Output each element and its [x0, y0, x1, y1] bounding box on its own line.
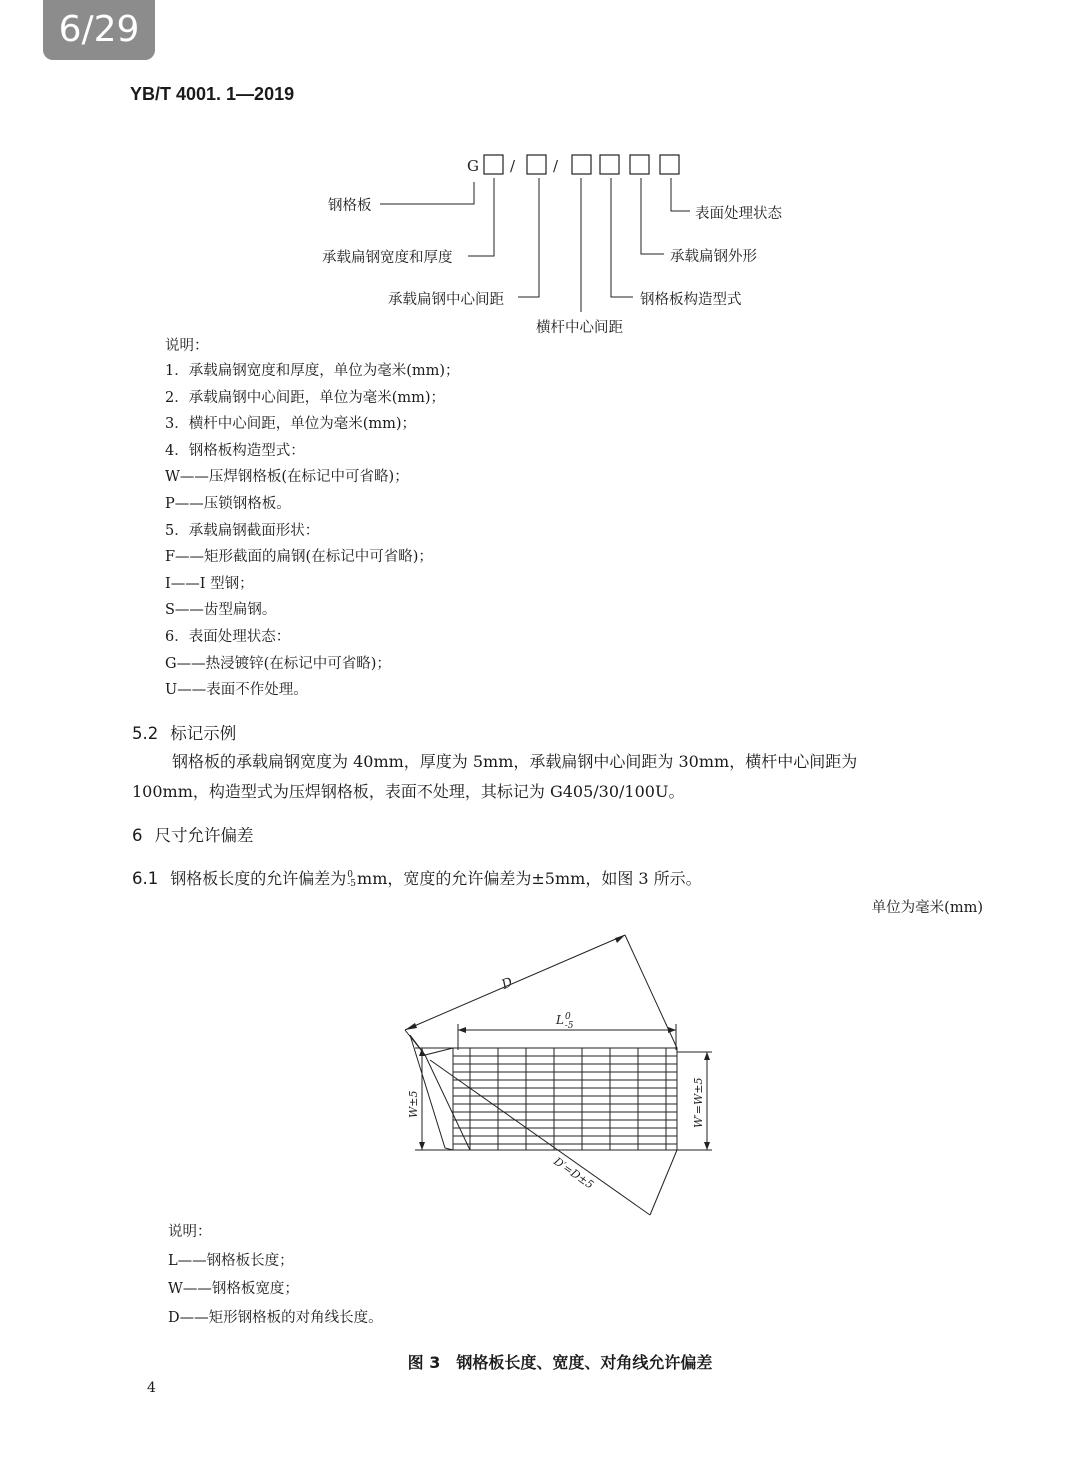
section-title: 尺寸允许偏差: [154, 826, 254, 845]
note-item: U——表面不作处理。: [165, 682, 308, 699]
grating-cross-bars: [470, 1048, 666, 1150]
figure-caption: [0, 1350, 1080, 1373]
figure-note-item: W——钢格板宽度；: [168, 1281, 299, 1297]
code-separator-2: /: [553, 157, 559, 175]
label-L: [555, 1012, 574, 1031]
example-line-2: 100mm，构造型式为压焊钢格板，表面不处理，其标记为 G405/30/100U。: [132, 782, 685, 801]
note-item: 3．横杆中心间距，单位为毫米(mm)；: [165, 416, 417, 433]
note-item: P——压锁钢格板。: [165, 495, 291, 512]
label-grating: 钢格板: [328, 198, 372, 214]
page-number: 4: [147, 1380, 156, 1396]
unit-note: 单位为毫米(mm): [871, 900, 983, 916]
label-Dp: D′=D±5: [551, 1154, 597, 1192]
note-item: 2．承载扁钢中心间距，单位为毫米(mm)；: [165, 389, 446, 406]
label-Wp: W′=W±5: [692, 1077, 705, 1128]
grating-outline: [453, 1048, 677, 1150]
tolerance-upper: 0: [347, 869, 353, 880]
figure-note-item: L——钢格板长度；: [168, 1252, 294, 1269]
note-item: 6．表面处理状态：: [165, 628, 291, 645]
ext-line-Dp: [650, 1150, 677, 1215]
code-prefix: G: [467, 157, 479, 175]
note-item: 5．承载扁钢截面形状：: [165, 522, 320, 539]
tolerance-text-after: mm，宽度的允许偏差为±5mm，如图 3 所示。: [357, 869, 702, 888]
section-title: 标记示例: [170, 724, 237, 743]
label-bar-pitch: 承载扁钢中心间距: [388, 292, 504, 308]
diagonal-short: [425, 1055, 470, 1150]
dimension-arrows: [405, 935, 710, 1150]
label-L-main: L: [556, 1013, 564, 1027]
section-number: 6.1: [132, 869, 159, 888]
document-code: YB/T 4001. 1—2019: [130, 84, 295, 104]
figure-notes-title: 说明：: [168, 1224, 212, 1240]
note-item: I——I 型钢；: [165, 575, 254, 592]
dim-line-D: [405, 935, 625, 1030]
label-bar-width-thickness: 承载扁钢宽度和厚度: [322, 250, 453, 266]
figure-notes: [168, 1218, 383, 1332]
figure-number: 图 3: [407, 1353, 441, 1372]
section-number: 5.2: [132, 724, 159, 743]
figure-note-item: D——矩形钢格板的对角线长度。: [168, 1309, 383, 1326]
section-number: 6: [132, 826, 143, 845]
label-D: D: [499, 975, 516, 993]
tolerance-lower: -5: [347, 878, 357, 889]
label-construction-type: 钢格板构造型式: [640, 292, 742, 308]
page-indicator-badge: 6/29: [43, 0, 155, 60]
note-item: S——齿型扁钢。: [165, 602, 277, 619]
label-surface-treatment: 表面处理状态: [695, 206, 782, 222]
note-item: W——压焊钢格板(在标记中可省略)；: [165, 469, 409, 486]
note-item: F——矩形截面的扁钢(在标记中可省略)；: [165, 549, 433, 566]
example-line-1: 钢格板的承载扁钢宽度为 40mm，厚度为 5mm，承载扁钢中心间距为 30mm，横杆中心间距为: [172, 752, 858, 771]
label-bar-shape: 承载扁钢外形: [670, 249, 757, 265]
figure-title: 钢格板长度、宽度、对角线允许偏差: [456, 1353, 713, 1372]
dim-line-Dp: [430, 1060, 650, 1215]
tolerance-text-before: 钢格板长度的允许偏差为: [170, 869, 347, 888]
note-item: G——热浸镀锌(在标记中可省略)；: [165, 655, 391, 672]
note-item: 4．钢格板构造型式：: [165, 442, 305, 459]
label-W: W±5: [407, 1090, 420, 1118]
note-item: 1．承载扁钢宽度和厚度，单位为毫米(mm)；: [165, 363, 460, 379]
label-cross-bar-pitch: 横杆中心间距: [536, 320, 623, 336]
notes-title: 说明：: [165, 338, 209, 354]
label-L-sub: -5: [564, 1021, 574, 1031]
label-L-sup: 0: [564, 1012, 571, 1022]
code-separator-1: /: [510, 157, 516, 175]
